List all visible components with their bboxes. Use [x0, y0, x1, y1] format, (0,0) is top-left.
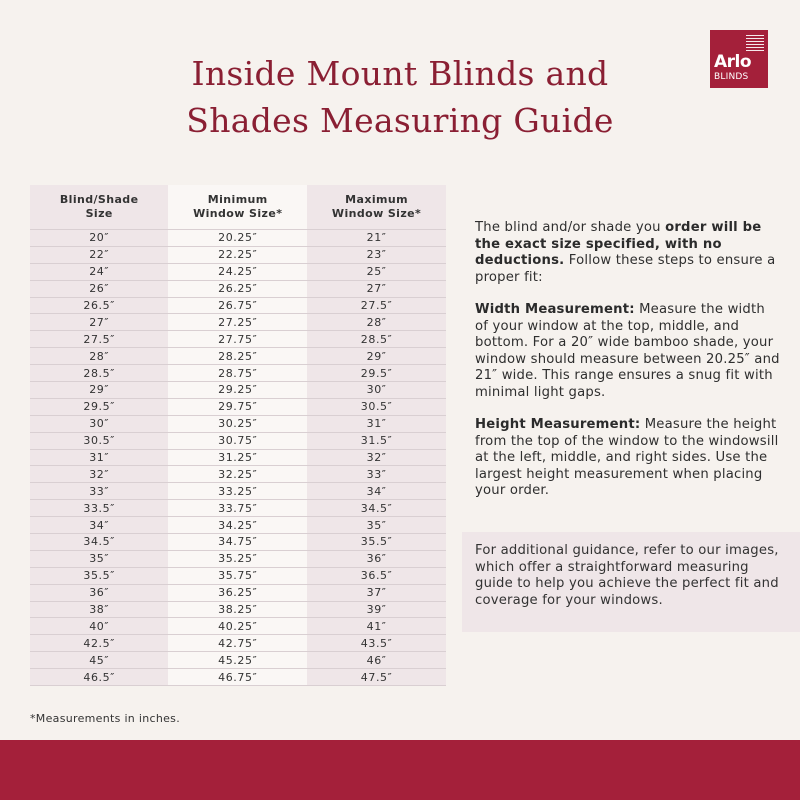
- table-row: [30, 432, 446, 449]
- table-row: [30, 601, 446, 618]
- table-row: [30, 382, 446, 399]
- table-row: [30, 669, 446, 686]
- cell-max-window: 32″: [307, 449, 446, 466]
- table-row: [30, 550, 446, 567]
- blinds-icon: [746, 35, 764, 51]
- table-row: [30, 517, 446, 534]
- cell-max-window: 36″: [307, 550, 446, 567]
- cell-blind-size: 32″: [30, 466, 168, 483]
- cell-blind-size: 27″: [30, 314, 168, 331]
- measuring-table: [30, 185, 446, 686]
- cell-min-window: 28.75″: [168, 365, 307, 382]
- cell-max-window: 35.5″: [307, 534, 446, 551]
- cell-blind-size: 20″: [30, 230, 168, 247]
- cell-min-window: 30.25″: [168, 415, 307, 432]
- table-row: [30, 230, 446, 247]
- cell-blind-size: 22″: [30, 246, 168, 263]
- cell-max-window: 27.5″: [307, 297, 446, 314]
- header-max-window: Maximum Window Size*: [307, 185, 446, 230]
- table-row: [30, 280, 446, 297]
- cell-blind-size: 29.5″: [30, 398, 168, 415]
- cell-blind-size: 29″: [30, 382, 168, 399]
- cell-max-window: 23″: [307, 246, 446, 263]
- cell-min-window: 27.25″: [168, 314, 307, 331]
- cell-blind-size: 34.5″: [30, 534, 168, 551]
- cell-min-window: 30.75″: [168, 432, 307, 449]
- cell-max-window: 28″: [307, 314, 446, 331]
- cell-max-window: 21″: [307, 230, 446, 247]
- table-row: [30, 297, 446, 314]
- cell-max-window: 27″: [307, 280, 446, 297]
- cell-blind-size: 35.5″: [30, 567, 168, 584]
- cell-max-window: 36.5″: [307, 567, 446, 584]
- height-paragraph: Height Measurement: Measure the height from the top of the window to the windowsill at the left, middle, and right sides. Use the largest height measurement when placing your order.: [475, 417, 779, 498]
- cell-max-window: 29.5″: [307, 365, 446, 382]
- cell-max-window: 43.5″: [307, 635, 446, 652]
- cell-blind-size: 27.5″: [30, 331, 168, 348]
- cell-min-window: 26.25″: [168, 280, 307, 297]
- table-header-row: [30, 185, 446, 230]
- table-row: [30, 567, 446, 584]
- cell-min-window: 33.75″: [168, 500, 307, 517]
- footnote: *Measurements in inches.: [30, 712, 181, 725]
- table-row: [30, 652, 446, 669]
- cell-max-window: 34.5″: [307, 500, 446, 517]
- cell-min-window: 33.25″: [168, 483, 307, 500]
- cell-blind-size: 30.5″: [30, 432, 168, 449]
- cell-blind-size: 38″: [30, 601, 168, 618]
- cell-max-window: 47.5″: [307, 669, 446, 686]
- table-row: [30, 534, 446, 551]
- cell-max-window: 39″: [307, 601, 446, 618]
- table-body: [30, 230, 446, 686]
- cell-max-window: 30″: [307, 382, 446, 399]
- arlo-blinds-logo: [710, 30, 768, 88]
- cell-min-window: 31.25″: [168, 449, 307, 466]
- cell-max-window: 46″: [307, 652, 446, 669]
- title-line-1: Inside Mount Blinds and: [191, 54, 609, 93]
- cell-blind-size: 34″: [30, 517, 168, 534]
- logo-brand: Arlo: [714, 52, 752, 72]
- cell-min-window: 27.75″: [168, 331, 307, 348]
- logo-sub: BLINDS: [714, 72, 749, 82]
- cell-blind-size: 28″: [30, 348, 168, 365]
- page-title: [0, 50, 800, 144]
- cell-max-window: 28.5″: [307, 331, 446, 348]
- cell-blind-size: 24″: [30, 263, 168, 280]
- cell-blind-size: 33″: [30, 483, 168, 500]
- cell-min-window: 46.75″: [168, 669, 307, 686]
- width-paragraph: Width Measurement: Measure the width of your window at the top, middle, and bottom. For a 20″ wide bamboo shade, your window should measure between 20.25″ and 21″ wide. This range ensures a snug fit with minimal light gaps.: [475, 302, 780, 400]
- cell-max-window: 29″: [307, 348, 446, 365]
- table-row: [30, 618, 446, 635]
- cell-blind-size: 26.5″: [30, 297, 168, 314]
- table-row: [30, 466, 446, 483]
- header-min-window: Minimum Window Size*: [168, 185, 307, 230]
- cell-blind-size: 40″: [30, 618, 168, 635]
- table-row: [30, 348, 446, 365]
- cell-blind-size: 31″: [30, 449, 168, 466]
- cell-min-window: 29.25″: [168, 382, 307, 399]
- cell-blind-size: 28.5″: [30, 365, 168, 382]
- cell-min-window: 22.25″: [168, 246, 307, 263]
- cell-min-window: 34.75″: [168, 534, 307, 551]
- cell-min-window: 26.75″: [168, 297, 307, 314]
- cell-max-window: 31″: [307, 415, 446, 432]
- cell-min-window: 34.25″: [168, 517, 307, 534]
- cell-blind-size: 36″: [30, 584, 168, 601]
- cell-max-window: 25″: [307, 263, 446, 280]
- cell-min-window: 36.25″: [168, 584, 307, 601]
- cell-min-window: 29.75″: [168, 398, 307, 415]
- table-row: [30, 483, 446, 500]
- cell-blind-size: 46.5″: [30, 669, 168, 686]
- cell-min-window: 35.25″: [168, 550, 307, 567]
- table-row: [30, 635, 446, 652]
- cell-min-window: 28.25″: [168, 348, 307, 365]
- table-row: [30, 449, 446, 466]
- guidance-text: For additional guidance, refer to our images, which offer a straightforward measuring guide to help you achieve the perfect fit and coverage for your windows.: [475, 543, 779, 608]
- cell-blind-size: 45″: [30, 652, 168, 669]
- cell-max-window: 33″: [307, 466, 446, 483]
- table-row: [30, 500, 446, 517]
- table-row: [30, 246, 446, 263]
- guidance-box: [462, 532, 800, 632]
- table-row: [30, 584, 446, 601]
- cell-max-window: 41″: [307, 618, 446, 635]
- table-row: [30, 398, 446, 415]
- footer-bar: [0, 740, 800, 800]
- cell-max-window: 30.5″: [307, 398, 446, 415]
- cell-min-window: 24.25″: [168, 263, 307, 280]
- cell-blind-size: 30″: [30, 415, 168, 432]
- title-line-2: Shades Measuring Guide: [186, 101, 614, 140]
- instructions: [475, 220, 780, 516]
- table-row: [30, 415, 446, 432]
- cell-blind-size: 33.5″: [30, 500, 168, 517]
- cell-max-window: 37″: [307, 584, 446, 601]
- intro-paragraph: The blind and/or shade you order will be the exact size specified, with no deductions. Follow these steps to ensure a proper fit:: [475, 220, 776, 285]
- cell-blind-size: 42.5″: [30, 635, 168, 652]
- table-row: [30, 314, 446, 331]
- cell-max-window: 34″: [307, 483, 446, 500]
- cell-blind-size: 26″: [30, 280, 168, 297]
- cell-blind-size: 35″: [30, 550, 168, 567]
- table-row: [30, 263, 446, 280]
- table-row: [30, 365, 446, 382]
- cell-min-window: 45.25″: [168, 652, 307, 669]
- cell-min-window: 42.75″: [168, 635, 307, 652]
- cell-min-window: 38.25″: [168, 601, 307, 618]
- cell-min-window: 40.25″: [168, 618, 307, 635]
- table-row: [30, 331, 446, 348]
- cell-min-window: 35.75″: [168, 567, 307, 584]
- header-blind-size: Blind/Shade Size: [30, 185, 168, 230]
- cell-max-window: 31.5″: [307, 432, 446, 449]
- cell-max-window: 35″: [307, 517, 446, 534]
- cell-min-window: 32.25″: [168, 466, 307, 483]
- cell-min-window: 20.25″: [168, 230, 307, 247]
